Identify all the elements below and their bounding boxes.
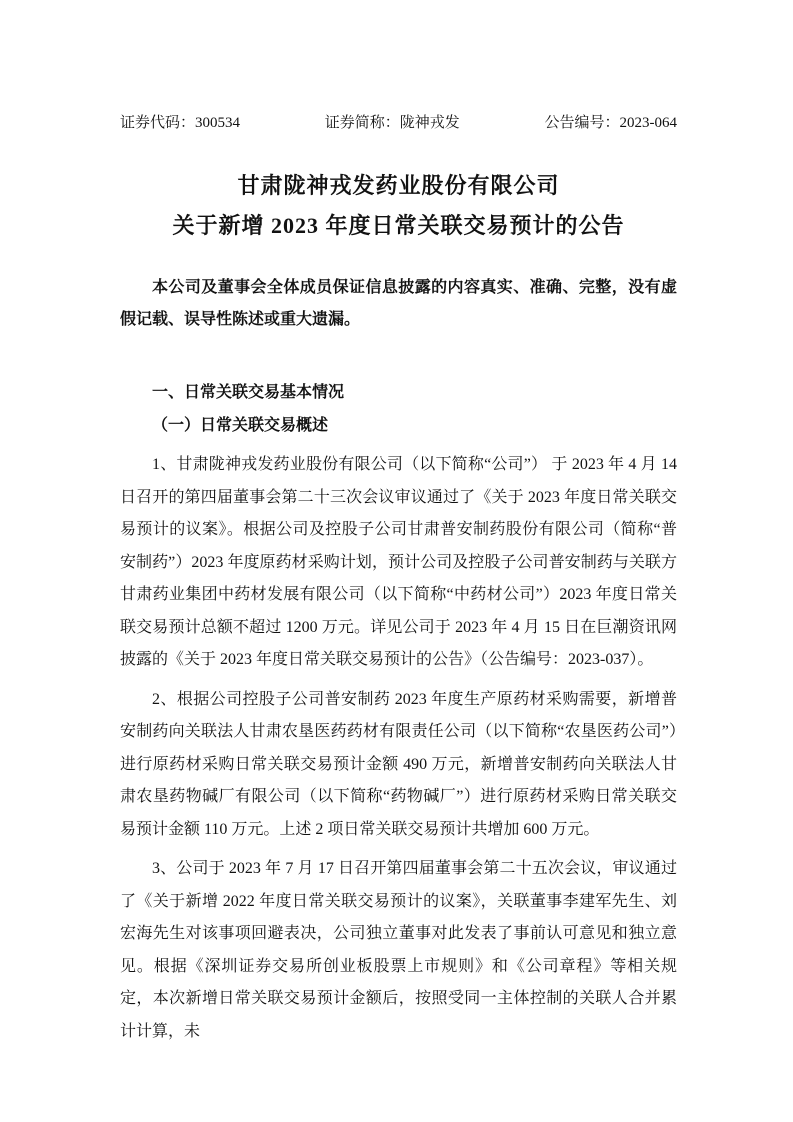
stock-code: 证券代码：300534 bbox=[120, 115, 241, 131]
section-heading: 一、日常关联交易基本情况 bbox=[152, 384, 345, 401]
subsection-heading: （一）日常关联交易概述 bbox=[152, 417, 329, 434]
title-line-2: 关于新增 2023 年度日常关联交易预计的公告 bbox=[172, 213, 625, 238]
document-title bbox=[120, 166, 677, 246]
body-paragraph-3: 3、公司于 2023 年 7 月 17 日召开第四届董事会第二十五次会议，审议通过了《关于新增 2022 年度日常关联交易预计的议案》，关联董事李建军先生、刘宏海先生对该事项回避表决，公司独立董事对此发表了事前认可意见和独立意见。根据《深圳证券交易所创业板股票上市规则》和《公司章程》等相关规定，本次新增日常关联交易预计金额后，按照受同一主体控制的关联人合并累计计算，未 bbox=[120, 860, 677, 1040]
disclaimer-paragraph: 本公司及董事会全体成员保证信息披露的内容真实、准确、完整，没有虚假记载、误导性陈述或重大遗漏。 bbox=[120, 279, 677, 328]
announcement-number: 公告编号：2023-064 bbox=[544, 115, 677, 131]
stock-short-name: 证券简称：陇神戎发 bbox=[324, 115, 460, 131]
body-paragraph-2: 2、根据公司控股子公司普安制药 2023 年度生产原药材采购需要，新增普安制药向关联法人甘肃农垦医药药材有限责任公司（以下简称“农垦医药公司”）进行原药材采购日常关联交易预计金额 490 万元，新增普安制药向关联法人甘肃农垦药物碱厂有限公司（以下简称“药物碱厂”）进行原药材采购日常关联交易预计金额 110 万元。上述 2 项日常关联交易预计共增加 600 万元。 bbox=[120, 690, 677, 838]
body-paragraph-1: 1、甘肃陇神戎发药业股份有限公司（以下简称“公司”） 于 2023 年 4 月 14 日召开的第四届董事会第二十三次会议审议通过了《关于 2023 年度日常关联交易预计的议案》。根据公司及控股子公司甘肃普安制药股份有限公司（简称“普安制药”）2023 年度原药材采购计划，预计公司及控股子公司普安制药与关联方甘肃药业集团中药材发展有限公司（以下简称“中药材公司”）2023 年度日常关联交易预计总额不超过 1200 万元。详见公司于 2023 年 4 月 15 日在巨潮资讯网披露的《关于 2023 年度日常关联交易预计的公告》（公告编号：2023-037）。 bbox=[120, 456, 677, 668]
title-line-1: 甘肃陇神戎发药业股份有限公司 bbox=[237, 173, 560, 198]
document-header bbox=[120, 112, 677, 134]
